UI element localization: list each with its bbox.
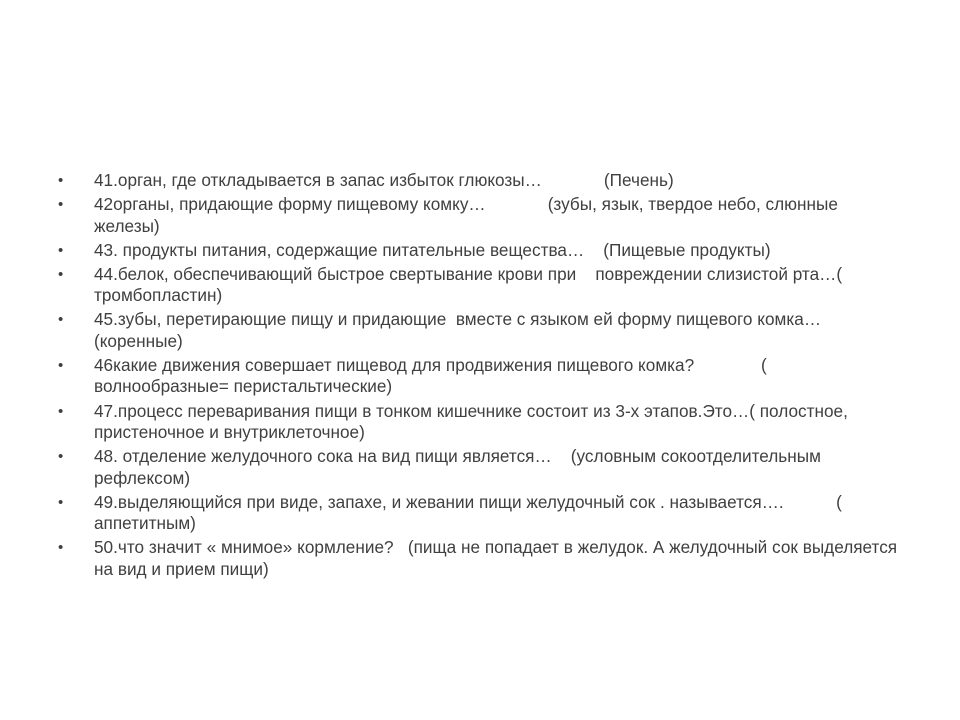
list-item-text: 44.белок, обеспечивающий быстрое свертывание крови при повреждении слизистой рта…( тромбопластин) bbox=[94, 263, 847, 306]
bullet-icon: • bbox=[58, 196, 64, 214]
bullet-icon: • bbox=[58, 241, 64, 259]
bullet-icon: • bbox=[58, 402, 64, 420]
bullet-icon: • bbox=[58, 265, 64, 283]
list-item bbox=[58, 446, 898, 489]
list-item-text: 41.орган, где откладывается в запас избыток глюкозы… (Печень) bbox=[94, 170, 674, 190]
list-item bbox=[58, 355, 898, 398]
bullet-icon: • bbox=[58, 448, 64, 466]
list-item bbox=[58, 240, 898, 262]
list-item bbox=[58, 170, 898, 192]
list-item bbox=[58, 309, 898, 352]
bullet-icon: • bbox=[58, 311, 64, 329]
list-item-text: 49.выделяющийся при виде, запахе, и жевании пищи желудочный сок . называется…. ( аппетитным) bbox=[94, 491, 847, 534]
list-item-text: 42органы, придающие форму пищевому комку… (зубы, язык, твердое небо, слюнные железы) bbox=[94, 194, 843, 236]
list-item bbox=[58, 401, 898, 444]
list-item-text: 43. продукты питания, содержащие питательные вещества… (Пищевые продукты) bbox=[94, 239, 771, 260]
list-item-text: 47.процесс переваривания пищи в тонком кишечнике состоит из 3-х этапов.Это…( полостное, пристеночное и внутриклеточное) bbox=[94, 400, 853, 443]
list-item bbox=[58, 264, 898, 307]
bullet-icon: • bbox=[58, 493, 64, 511]
list-item-text: 46какие движения совершает пищевод для продвижения пищевого комка? ( волнообразные= перистальтические) bbox=[94, 354, 772, 397]
bullet-icon: • bbox=[58, 172, 64, 189]
list-item bbox=[58, 194, 898, 237]
bullet-list bbox=[58, 170, 902, 583]
bullet-icon: • bbox=[58, 356, 64, 374]
list-item bbox=[58, 492, 898, 535]
bullet-icon: • bbox=[58, 539, 64, 557]
list-item-text: 45.зубы, перетирающие пищу и придающие вместе с языком ей форму пищевого комка…(коренные) bbox=[94, 309, 822, 351]
list-item bbox=[58, 537, 902, 580]
list-item-text: 50.что значит « мнимое» кормление? (пища не попадает в желудок. А желудочный сок выделяется на вид и прием пищи) bbox=[94, 537, 902, 579]
list-item-text: 48. отделение желудочного сока на вид пищи является… (условным сокоотделительным рефлексом) bbox=[94, 446, 826, 488]
